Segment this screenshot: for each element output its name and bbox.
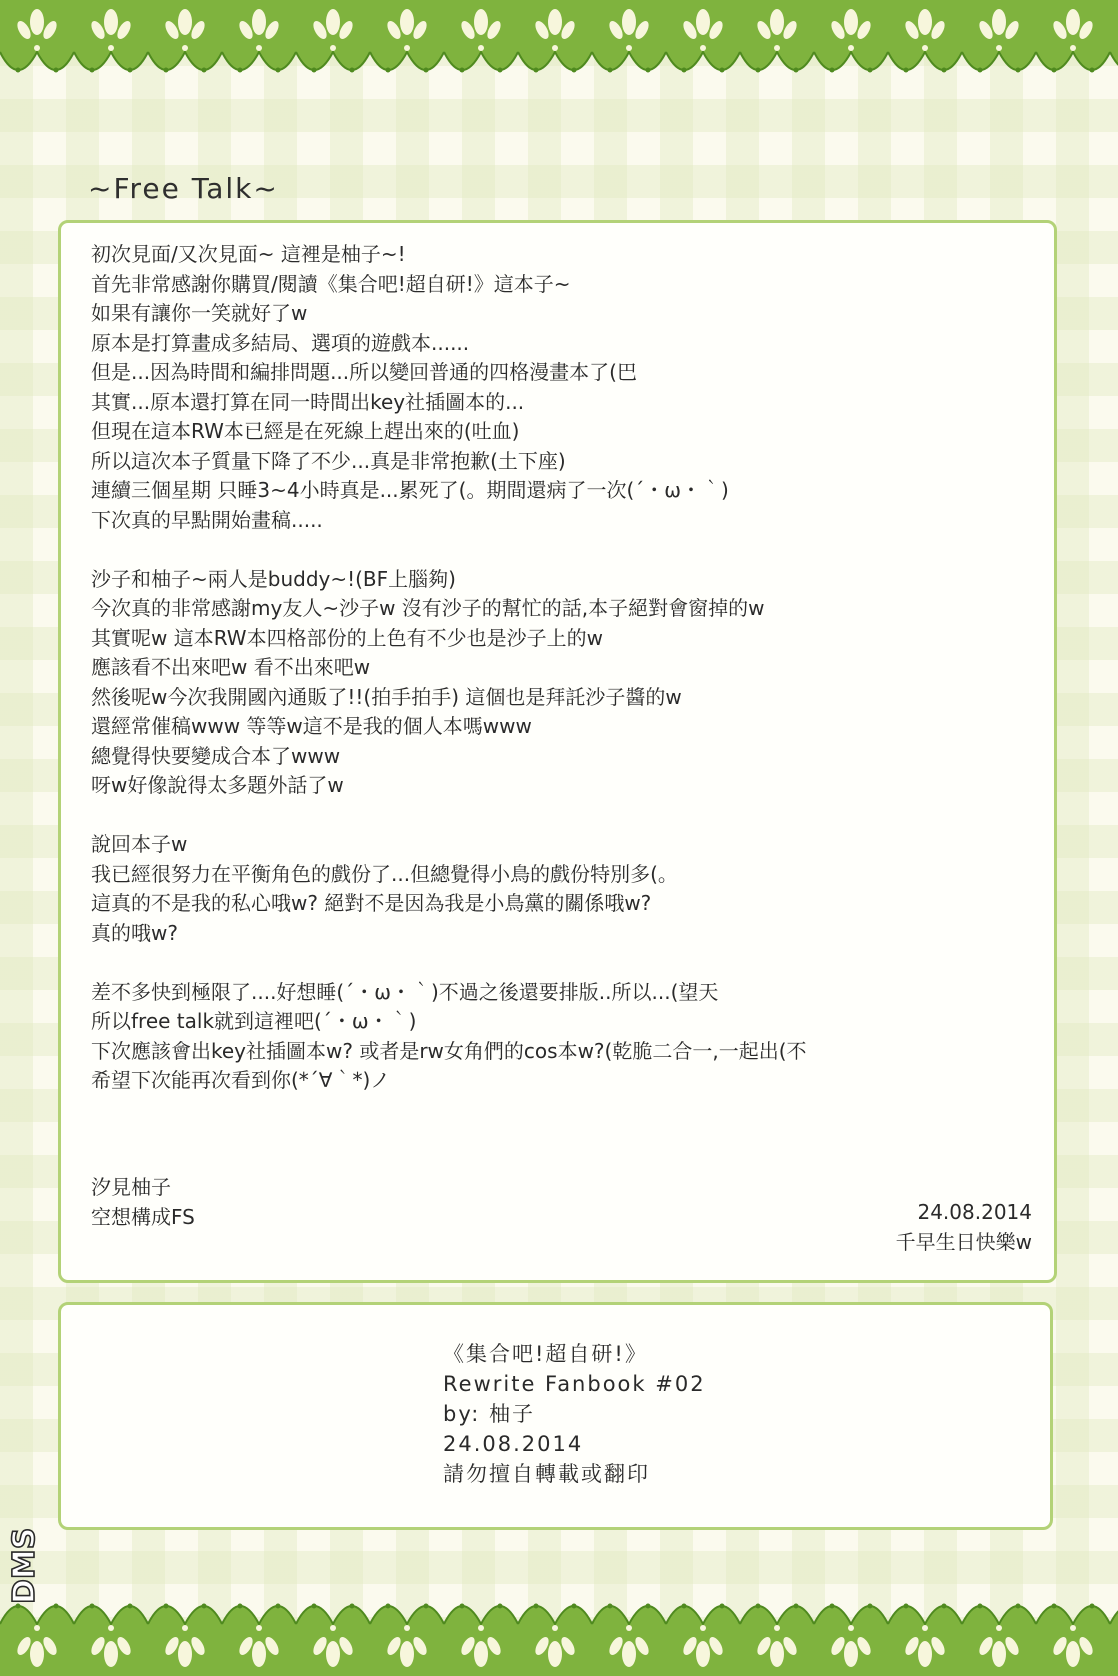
text-line: 下次真的早點開始畫稿..... <box>91 507 323 532</box>
book-author: by: 柚子 <box>443 1402 535 1426</box>
text-line: 所以這次本子質量下降了不少...真是非常抱歉(土下座) <box>91 448 566 473</box>
book-subtitle: Rewrite Fanbook #02 <box>443 1372 706 1396</box>
text-line: 說回本子w <box>91 832 188 856</box>
paragraph-gap <box>91 801 1031 831</box>
text-line: 但現在這本RW本已經是在死線上趕出來的(吐血) <box>91 419 520 443</box>
text-line: 還經常催稿www 等等w這不是我的個人本嗎www <box>91 714 532 738</box>
signature-block <box>91 1173 195 1232</box>
signoff-block <box>896 1198 1032 1257</box>
text-line: 今次真的非常感謝my友人~沙子w 沒有沙子的幫忙的話,本子絕對會窗掉的w <box>91 596 765 620</box>
author-name: 汐見柚子 <box>91 1175 171 1199</box>
signoff-date: 24.08.2014 <box>917 1200 1032 1224</box>
text-line: 真的哦w? <box>91 920 178 945</box>
birthday-message: 千早生日快樂w <box>895 1229 1032 1254</box>
watermark-text: DMS <box>7 1527 42 1604</box>
text-line: 連續三個星期 只睡3~4小時真是...累死了(。期間還病了一次(´・ω・｀) <box>91 478 729 502</box>
text-line: 但是...因為時間和編排問題...所以變回普通的四格漫畫本了(巴 <box>91 360 637 384</box>
copyright-notice: 請勿擅自轉載或翻印 <box>443 1462 650 1486</box>
dms-watermark-logo <box>0 1520 46 1630</box>
text-line: 初次見面/又次見面~ 這裡是柚子~! <box>91 242 406 266</box>
lace-border-bottom <box>0 1566 1118 1676</box>
text-line: 沙子和柚子~兩人是buddy~!(BF上腦夠) <box>91 566 456 591</box>
text-line: 我已經很努力在平衡角色的戲份了...但總覺得小鳥的戲份特別多(。 <box>91 861 678 886</box>
colophon-text <box>443 1339 706 1489</box>
text-line: 如果有讓你一笑就好了w <box>91 301 308 325</box>
book-title: 《集合吧!超自研!》 <box>443 1342 648 1366</box>
text-line: 差不多快到極限了....好想睡(´・ω・｀)不過之後還要排版..所以...(望天 <box>91 979 719 1004</box>
text-line: 這真的不是我的私心哦w? 絕對不是因為我是小鳥黨的關係哦w? <box>91 891 652 915</box>
book-date: 24.08.2014 <box>443 1432 584 1456</box>
colophon-panel <box>58 1302 1053 1530</box>
text-line: 然後呢w今次我開國內通販了!!(拍手拍手) 這個也是拜託沙子醬的w <box>91 684 682 709</box>
text-line: 其實呢w 這本RW本四格部份的上色有不少也是沙子上的w <box>91 625 603 650</box>
free-talk-body <box>91 240 1031 1096</box>
text-line: 原本是打算畫成多結局、選項的遊戲本...... <box>91 330 470 355</box>
text-line: 希望下次能再次看到你(*´∀｀*)ノ <box>91 1068 391 1092</box>
text-line: 總覺得快要變成合本了www <box>91 743 341 768</box>
circle-name: 空想構成FS <box>91 1204 195 1229</box>
page-title: ~Free Talk~ <box>88 172 279 205</box>
text-line: 其實...原本還打算在同一時間出key社插圖本的... <box>91 389 525 414</box>
text-line: 所以free talk就到這裡吧(´・ω・｀) <box>91 1009 417 1033</box>
paragraph-gap <box>91 948 1031 978</box>
text-line: 呀w好像說得太多題外話了w <box>91 773 344 797</box>
text-line: 應該看不出來吧w 看不出來吧w <box>91 655 371 679</box>
free-talk-panel <box>58 220 1057 1283</box>
lace-border-top <box>0 0 1118 120</box>
paragraph-gap <box>91 535 1031 565</box>
text-line: 下次應該會出key社插圖本w? 或者是rw女角們的cos本w?(乾脆二合一,一起出(不 <box>91 1038 807 1063</box>
text-line: 首先非常感謝你購買/閱讀《集合吧!超自研!》這本子~ <box>91 271 571 296</box>
